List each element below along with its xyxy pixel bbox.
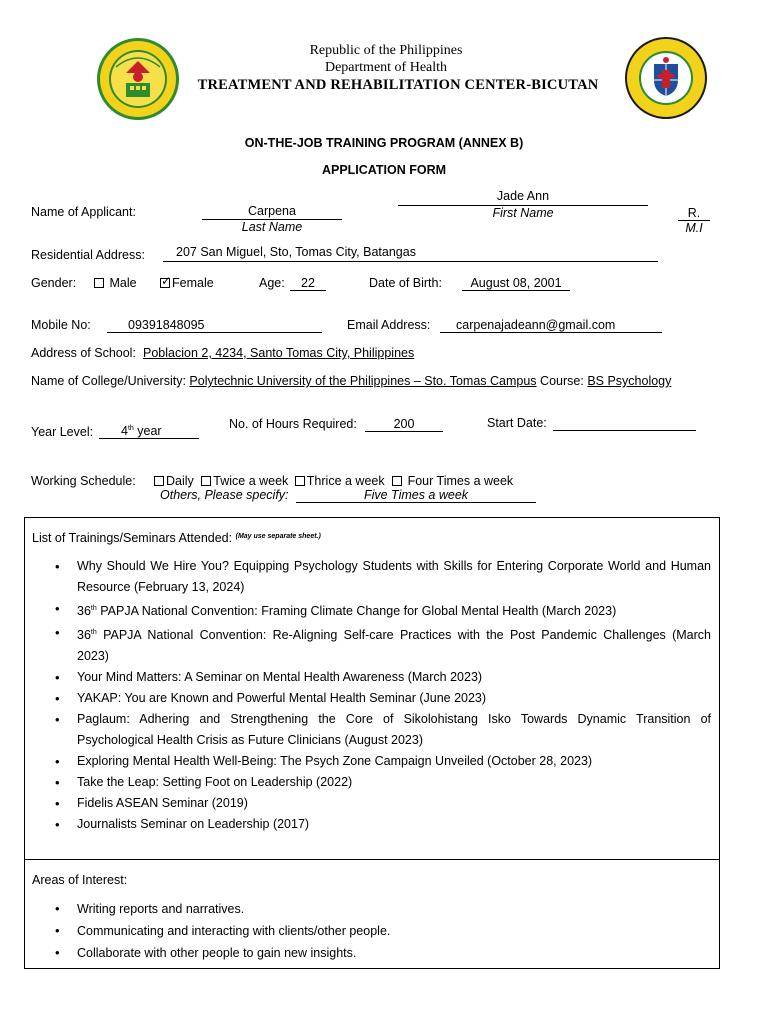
training-item: • YAKAP: You are Known and Powerful Mental Health Seminar (June 2023) <box>25 688 719 709</box>
mobile-label: Mobile No: <box>31 318 91 332</box>
age-underline <box>290 290 326 291</box>
thrice-label: Thrice a week <box>306 474 385 488</box>
course-value[interactable]: BS Psychology <box>587 374 672 388</box>
year-level-value[interactable] <box>121 424 162 438</box>
doh-seal-right <box>624 36 708 120</box>
trainings-heading-row <box>32 531 321 545</box>
four-times-label: Four Times a week <box>407 474 514 488</box>
email-value[interactable]: carpenajadeann@gmail.com <box>456 318 616 332</box>
email-underline <box>440 332 662 333</box>
others-underline <box>296 502 536 503</box>
form-title-application: APPLICATION FORM <box>321 163 447 177</box>
ordinal-number: 36 <box>77 604 91 618</box>
training-item: • Journalists Seminar on Leadership (2017) <box>25 814 719 835</box>
trainings-list <box>25 556 719 835</box>
first-name-caption: First Name <box>492 206 554 220</box>
gender-female-option[interactable] <box>160 276 214 290</box>
residential-address-label: Residential Address: <box>31 248 145 262</box>
female-checkbox[interactable] <box>160 278 170 288</box>
ordinal-suffix: th <box>90 629 97 636</box>
thrice-checkbox[interactable] <box>295 476 305 486</box>
doh-trc-seal-left <box>96 37 180 121</box>
email-label: Email Address: <box>347 318 431 332</box>
hours-label: No. of Hours Required: <box>229 417 357 431</box>
middle-initial-caption: M.I <box>685 221 703 235</box>
training-item: • Exploring Mental Health Well-Being: The Psych Zone Campaign Unveiled (October 28, 2023) <box>25 751 719 772</box>
mobile-underline <box>107 332 322 333</box>
interests-box <box>24 859 720 969</box>
dob-label: Date of Birth: <box>369 276 442 290</box>
hours-value[interactable]: 200 <box>393 417 415 431</box>
interest-item: • Writing reports and narratives. <box>25 898 719 920</box>
start-date-label: Start Date: <box>487 416 547 430</box>
dob-value[interactable]: August 08, 2001 <box>470 276 562 290</box>
training-item <box>25 598 719 622</box>
college-value[interactable]: Polytechnic University of the Philippines – Sto. Tomas Campus <box>189 374 537 388</box>
school-address-label: Address of School: <box>31 346 136 360</box>
interests-list <box>25 898 719 964</box>
training-item <box>25 622 719 667</box>
header-line-doh: Department of Health <box>324 60 448 75</box>
middle-initial-value[interactable]: R. <box>687 206 701 220</box>
twice-checkbox[interactable] <box>201 476 211 486</box>
training-item: • Fidelis ASEAN Seminar (2019) <box>25 793 719 814</box>
others-label: Others, Please specify: <box>160 488 289 502</box>
daily-checkbox[interactable] <box>154 476 164 486</box>
training-item-text: PAPJA National Convention: Framing Climate Change for Global Mental Health (March 2023) <box>100 604 617 618</box>
year-level-word: year <box>133 424 162 438</box>
year-level-label: Year Level: <box>31 425 94 439</box>
residential-address-value[interactable]: 207 San Miguel, Sto, Tomas City, Batangas <box>176 245 416 259</box>
schedule-options <box>154 474 513 488</box>
trainings-heading: List of Trainings/Seminars Attended: <box>32 531 233 545</box>
year-level-number: 4 <box>121 424 128 438</box>
interests-heading: Areas of Interest: <box>32 873 128 887</box>
last-name-caption: Last Name <box>241 220 303 234</box>
age-label: Age: <box>259 276 285 290</box>
course-label: Course: <box>540 374 584 388</box>
male-checkbox[interactable] <box>94 278 104 288</box>
twice-label: Twice a week <box>213 474 289 488</box>
year-level-underline <box>99 438 199 439</box>
header-line-trc: TREATMENT AND REHABILITATION CENTER-BICUTAN <box>197 77 599 93</box>
college-row <box>31 374 671 388</box>
daily-label: Daily <box>166 474 194 488</box>
four-times-checkbox[interactable] <box>392 476 402 486</box>
header-line-republic: Republic of the Philippines <box>309 43 463 58</box>
training-item: • Why Should We Hire You? Equipping Psychology Students with Skills for Entering Corporate World and Human Resource (February 13, 2024) <box>25 556 719 598</box>
age-value[interactable]: 22 <box>301 276 315 290</box>
ordinal-number: 36 <box>77 628 91 642</box>
applicant-label: Name of Applicant: <box>31 205 136 219</box>
female-label: Female <box>172 276 214 290</box>
college-label: Name of College/University: <box>31 374 186 388</box>
last-name-value[interactable]: Carpena <box>248 204 296 218</box>
others-value[interactable]: Five Times a week <box>363 488 469 502</box>
gender-label: Gender: <box>31 276 77 290</box>
training-item: • Your Mind Matters: A Seminar on Mental Health Awareness (March 2023) <box>25 667 719 688</box>
school-address-value[interactable]: Poblacion 2, 4234, Santo Tomas City, Philippines <box>143 346 415 360</box>
trainings-note: (May use separate sheet.) <box>235 533 321 540</box>
residential-address-underline <box>163 261 658 262</box>
start-date-underline <box>553 430 696 431</box>
schedule-label: Working Schedule: <box>31 474 136 488</box>
training-item: • Paglaum: Adhering and Strengthening the Core of Sikolohistang Isko Towards Dynamic Transition of Psychological Health Crisis as Future Clinicians (August 2023) <box>25 709 719 751</box>
year-level-suffix: th <box>127 425 134 432</box>
ordinal-suffix: th <box>90 605 97 612</box>
training-item: • Take the Leap: Setting Foot on Leadership (2022) <box>25 772 719 793</box>
interest-item: • Communicating and interacting with clients/other people. <box>25 920 719 942</box>
training-item-text: PAPJA National Convention: Re-Aligning Self-care Practices with the Post Pandemic Challenges (March 2023) <box>77 628 711 663</box>
hours-underline <box>365 431 443 432</box>
first-name-value[interactable]: Jade Ann <box>496 189 550 203</box>
mobile-value[interactable]: 09391848095 <box>128 318 205 332</box>
trainings-box <box>24 517 720 860</box>
gender-male-option[interactable] <box>94 276 137 290</box>
male-label: Male <box>109 276 137 290</box>
interest-item: • Collaborate with other people to gain new insights. <box>25 942 719 964</box>
form-title-program: ON-THE-JOB TRAINING PROGRAM (ANNEX B) <box>244 136 524 150</box>
dob-underline <box>462 290 570 291</box>
